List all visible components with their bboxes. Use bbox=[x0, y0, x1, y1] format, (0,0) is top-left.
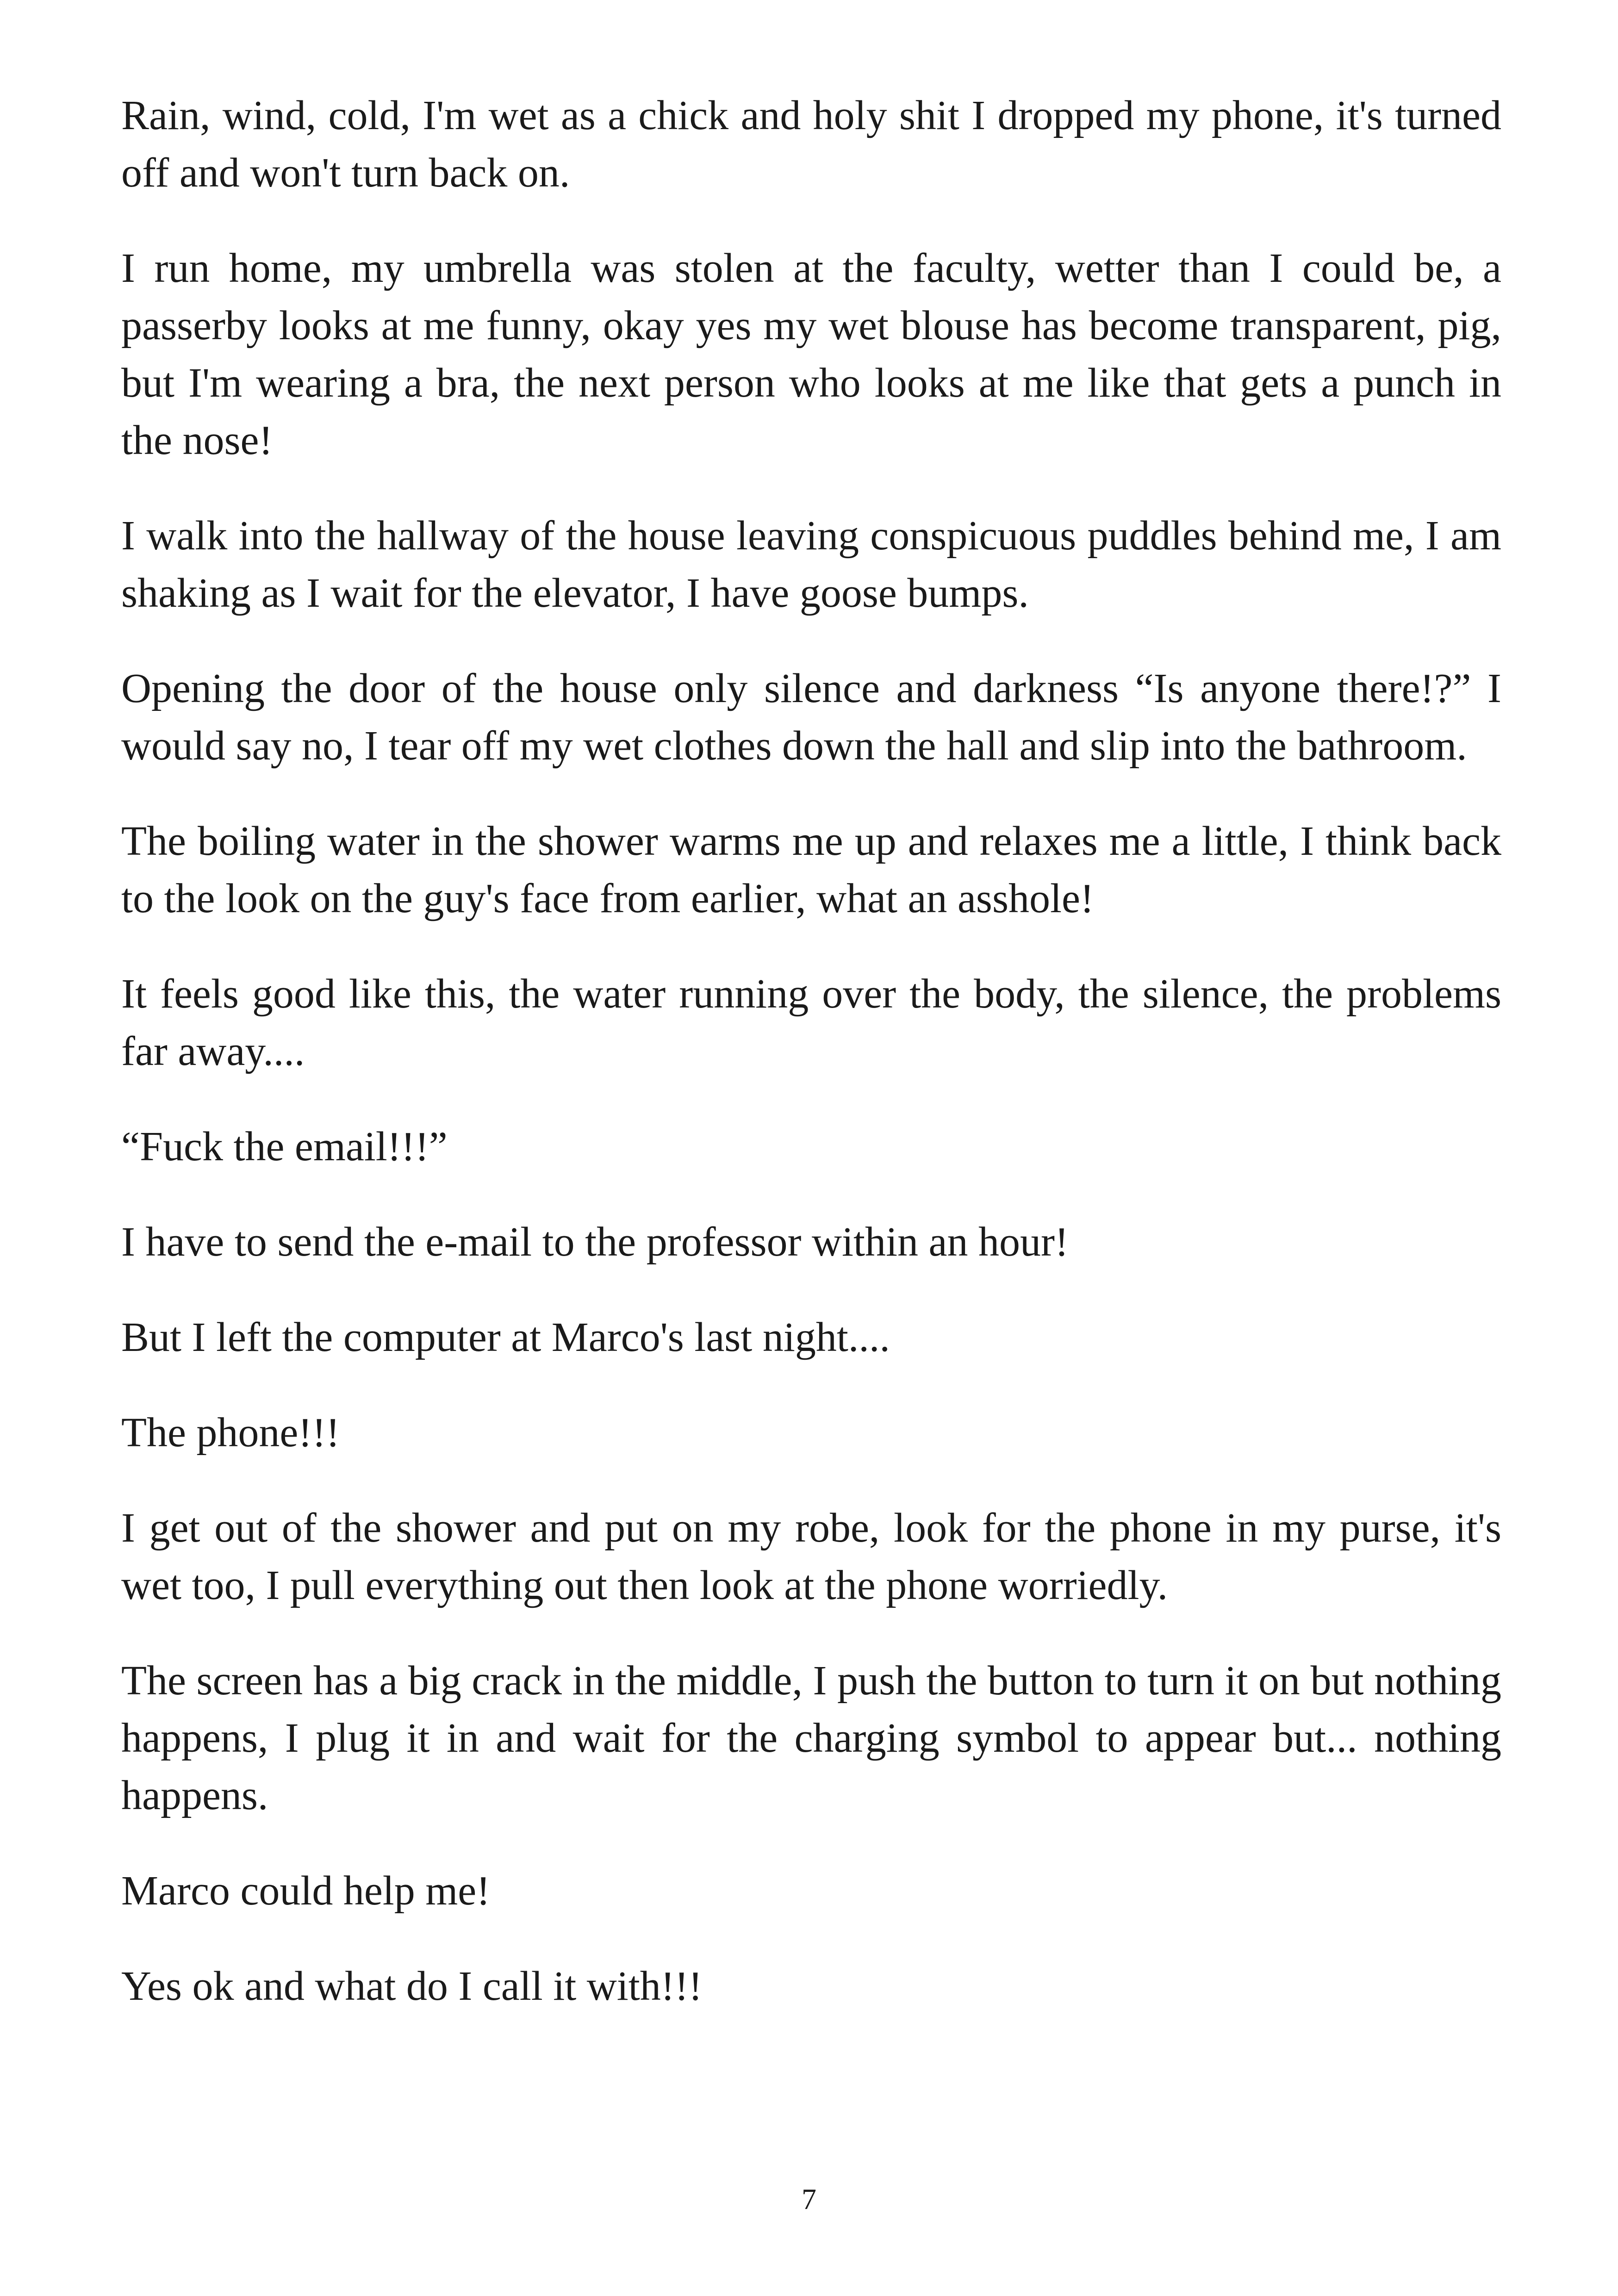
paragraph: Opening the door of the house only silence and darkness “Is anyone there!?” I would say no, I tear off my wet clothes down the hall and slip into the bathroom. bbox=[121, 666, 1501, 769]
paragraph: The boiling water in the shower warms me up and relaxes me a little, I think back to the look on the guy's face from earlier, what an asshole! bbox=[121, 818, 1501, 921]
body-text bbox=[121, 87, 1501, 2053]
paragraph: It feels good like this, the water running over the body, the silence, the problems far away.... bbox=[121, 971, 1501, 1074]
page-number: 7 bbox=[802, 2183, 816, 2215]
paragraph: I have to send the e-mail to the professor within an hour! bbox=[121, 1219, 1069, 1265]
paragraph: I walk into the hallway of the house leaving conspicuous puddles behind me, I am shaking as I wait for the elevator, I have goose bumps. bbox=[121, 513, 1501, 616]
paragraph: Marco could help me! bbox=[121, 1868, 491, 1914]
paragraph: Rain, wind, cold, I'm wet as a chick and holy shit I dropped my phone, it's turned off and won't turn back on. bbox=[121, 93, 1501, 196]
paragraph: But I left the computer at Marco's last night.... bbox=[121, 1314, 890, 1360]
paragraph: The screen has a big crack in the middle, I push the button to turn it on but nothing happens, I plug it in and wait for the charging symbol to appear but... nothing happens. bbox=[121, 1658, 1501, 1818]
paragraph: I run home, my umbrella was stolen at the faculty, wetter than I could be, a passerby looks at me funny, okay yes my wet blouse has become transparent, pig, but I'm wearing a bra, the next person who looks at me like that gets a punch in the nose! bbox=[121, 245, 1501, 463]
paragraph: Yes ok and what do I call it with!!! bbox=[121, 1963, 703, 2009]
paragraph: The phone!!! bbox=[121, 1410, 340, 1456]
paragraph: I get out of the shower and put on my robe, look for the phone in my purse, it's wet too, I pull everything out then look at the phone worriedly. bbox=[121, 1505, 1501, 1608]
paragraph: “Fuck the email!!!” bbox=[121, 1124, 448, 1170]
